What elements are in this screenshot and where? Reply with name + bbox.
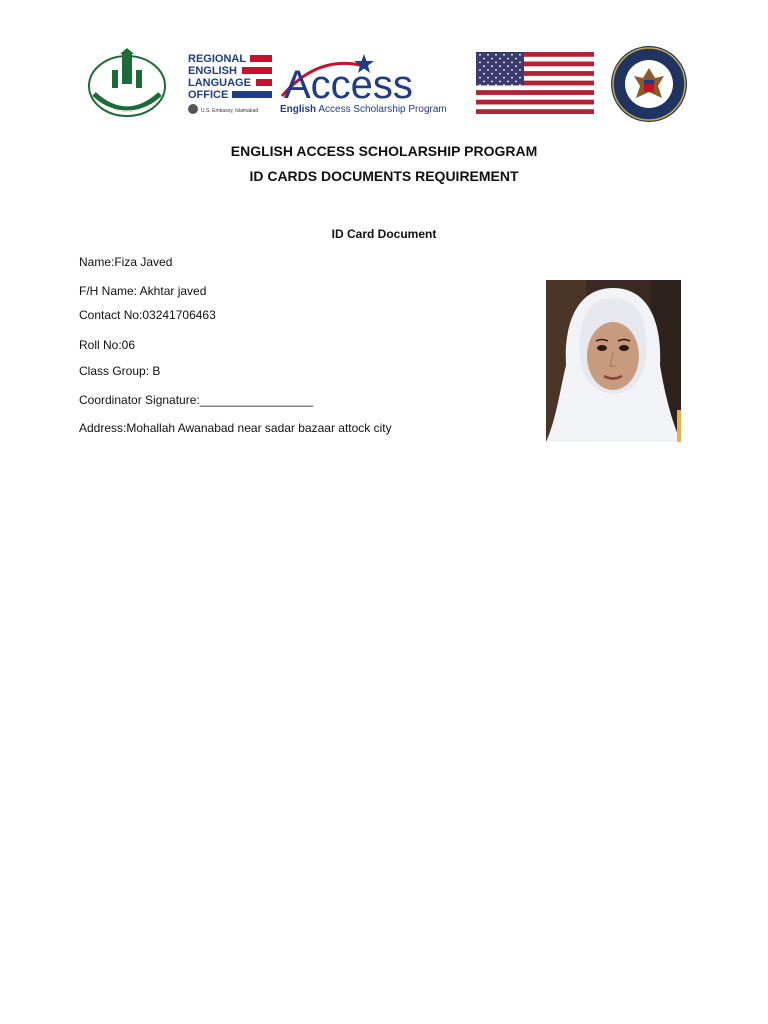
document-title-line2: ID CARDS DOCUMENTS REQUIREMENT bbox=[249, 168, 519, 184]
flag-star bbox=[503, 84, 505, 86]
flag-star bbox=[487, 84, 489, 86]
flag-stripe bbox=[476, 100, 594, 105]
flag-star bbox=[479, 54, 481, 56]
access-subtitle: English Access Scholarship Program bbox=[280, 104, 447, 114]
flag-star bbox=[515, 73, 517, 75]
field-class-group: Class Group: B bbox=[79, 364, 161, 378]
flag-stripe bbox=[476, 109, 594, 114]
flag-star bbox=[495, 84, 497, 86]
relo-line4: OFFICE bbox=[188, 89, 229, 101]
flag-star bbox=[515, 65, 517, 67]
flag-star bbox=[487, 62, 489, 64]
document-title-line1: ENGLISH ACCESS SCHOLARSHIP PROGRAM bbox=[230, 143, 538, 159]
flag-star bbox=[479, 77, 481, 79]
flag-star bbox=[483, 73, 485, 75]
relo-line1: REGIONAL bbox=[188, 53, 247, 65]
flag-star bbox=[491, 81, 493, 83]
flag-star bbox=[503, 77, 505, 79]
flag-star bbox=[491, 65, 493, 67]
flag-star bbox=[499, 58, 501, 60]
flag-star bbox=[507, 73, 509, 75]
flag-star bbox=[507, 81, 509, 83]
flag-star bbox=[499, 81, 501, 83]
flag-star bbox=[495, 54, 497, 56]
flag-star bbox=[511, 84, 513, 86]
flag-star bbox=[479, 69, 481, 71]
student-photo bbox=[546, 280, 681, 442]
flag-star bbox=[519, 77, 521, 79]
state-department-seal bbox=[610, 44, 688, 124]
flag-star bbox=[503, 69, 505, 71]
flag-star bbox=[491, 58, 493, 60]
field-name: Name:Fiza Javed bbox=[79, 255, 173, 269]
access-wordmark: Access bbox=[284, 63, 413, 107]
flag-star bbox=[487, 77, 489, 79]
field-contact: Contact No:03241706463 bbox=[79, 308, 216, 322]
relo-sub: U.S. Embassy, Islamabad bbox=[201, 108, 259, 114]
flag-star bbox=[495, 77, 497, 79]
flag-star bbox=[507, 58, 509, 60]
flag-star bbox=[487, 69, 489, 71]
flag-star bbox=[487, 54, 489, 56]
coordinator-signature-line: _________________ bbox=[199, 393, 314, 407]
flag-star bbox=[495, 69, 497, 71]
section-title: ID Card Document bbox=[331, 227, 437, 241]
flag-star bbox=[499, 65, 501, 67]
us-flag bbox=[476, 52, 594, 114]
flag-star bbox=[495, 62, 497, 64]
logo-banner bbox=[78, 42, 690, 126]
field-fh-name: F/H Name: Akhtar javed bbox=[79, 284, 207, 298]
flag-star bbox=[483, 65, 485, 67]
flag-stripe bbox=[476, 90, 594, 95]
coordinator-label: Coordinator Signature: bbox=[79, 393, 200, 407]
field-coordinator-signature bbox=[79, 393, 313, 407]
flag-star bbox=[511, 69, 513, 71]
flag-canton bbox=[476, 52, 524, 85]
flag-star bbox=[503, 54, 505, 56]
flag-star bbox=[507, 65, 509, 67]
flag-star bbox=[483, 81, 485, 83]
access-logo bbox=[278, 48, 464, 114]
flag-star bbox=[511, 62, 513, 64]
flag-star bbox=[479, 84, 481, 86]
relo-line3: LANGUAGE bbox=[188, 77, 251, 89]
field-roll: Roll No:06 bbox=[79, 338, 136, 352]
flag-star bbox=[511, 54, 513, 56]
relo-line2: ENGLISH bbox=[188, 65, 237, 77]
flag-star bbox=[519, 62, 521, 64]
flag-star bbox=[503, 62, 505, 64]
flag-star bbox=[519, 84, 521, 86]
flag-star bbox=[479, 62, 481, 64]
flag-star bbox=[519, 54, 521, 56]
flag-star bbox=[499, 73, 501, 75]
flag-star bbox=[515, 81, 517, 83]
relo-logo bbox=[186, 52, 274, 116]
university-logo bbox=[82, 46, 172, 122]
flag-star bbox=[491, 73, 493, 75]
field-address: Address:Mohallah Awanabad near sadar bazaar attock city bbox=[79, 421, 392, 435]
flag-star bbox=[515, 58, 517, 60]
flag-star bbox=[519, 69, 521, 71]
flag-star bbox=[511, 77, 513, 79]
flag-star bbox=[483, 58, 485, 60]
